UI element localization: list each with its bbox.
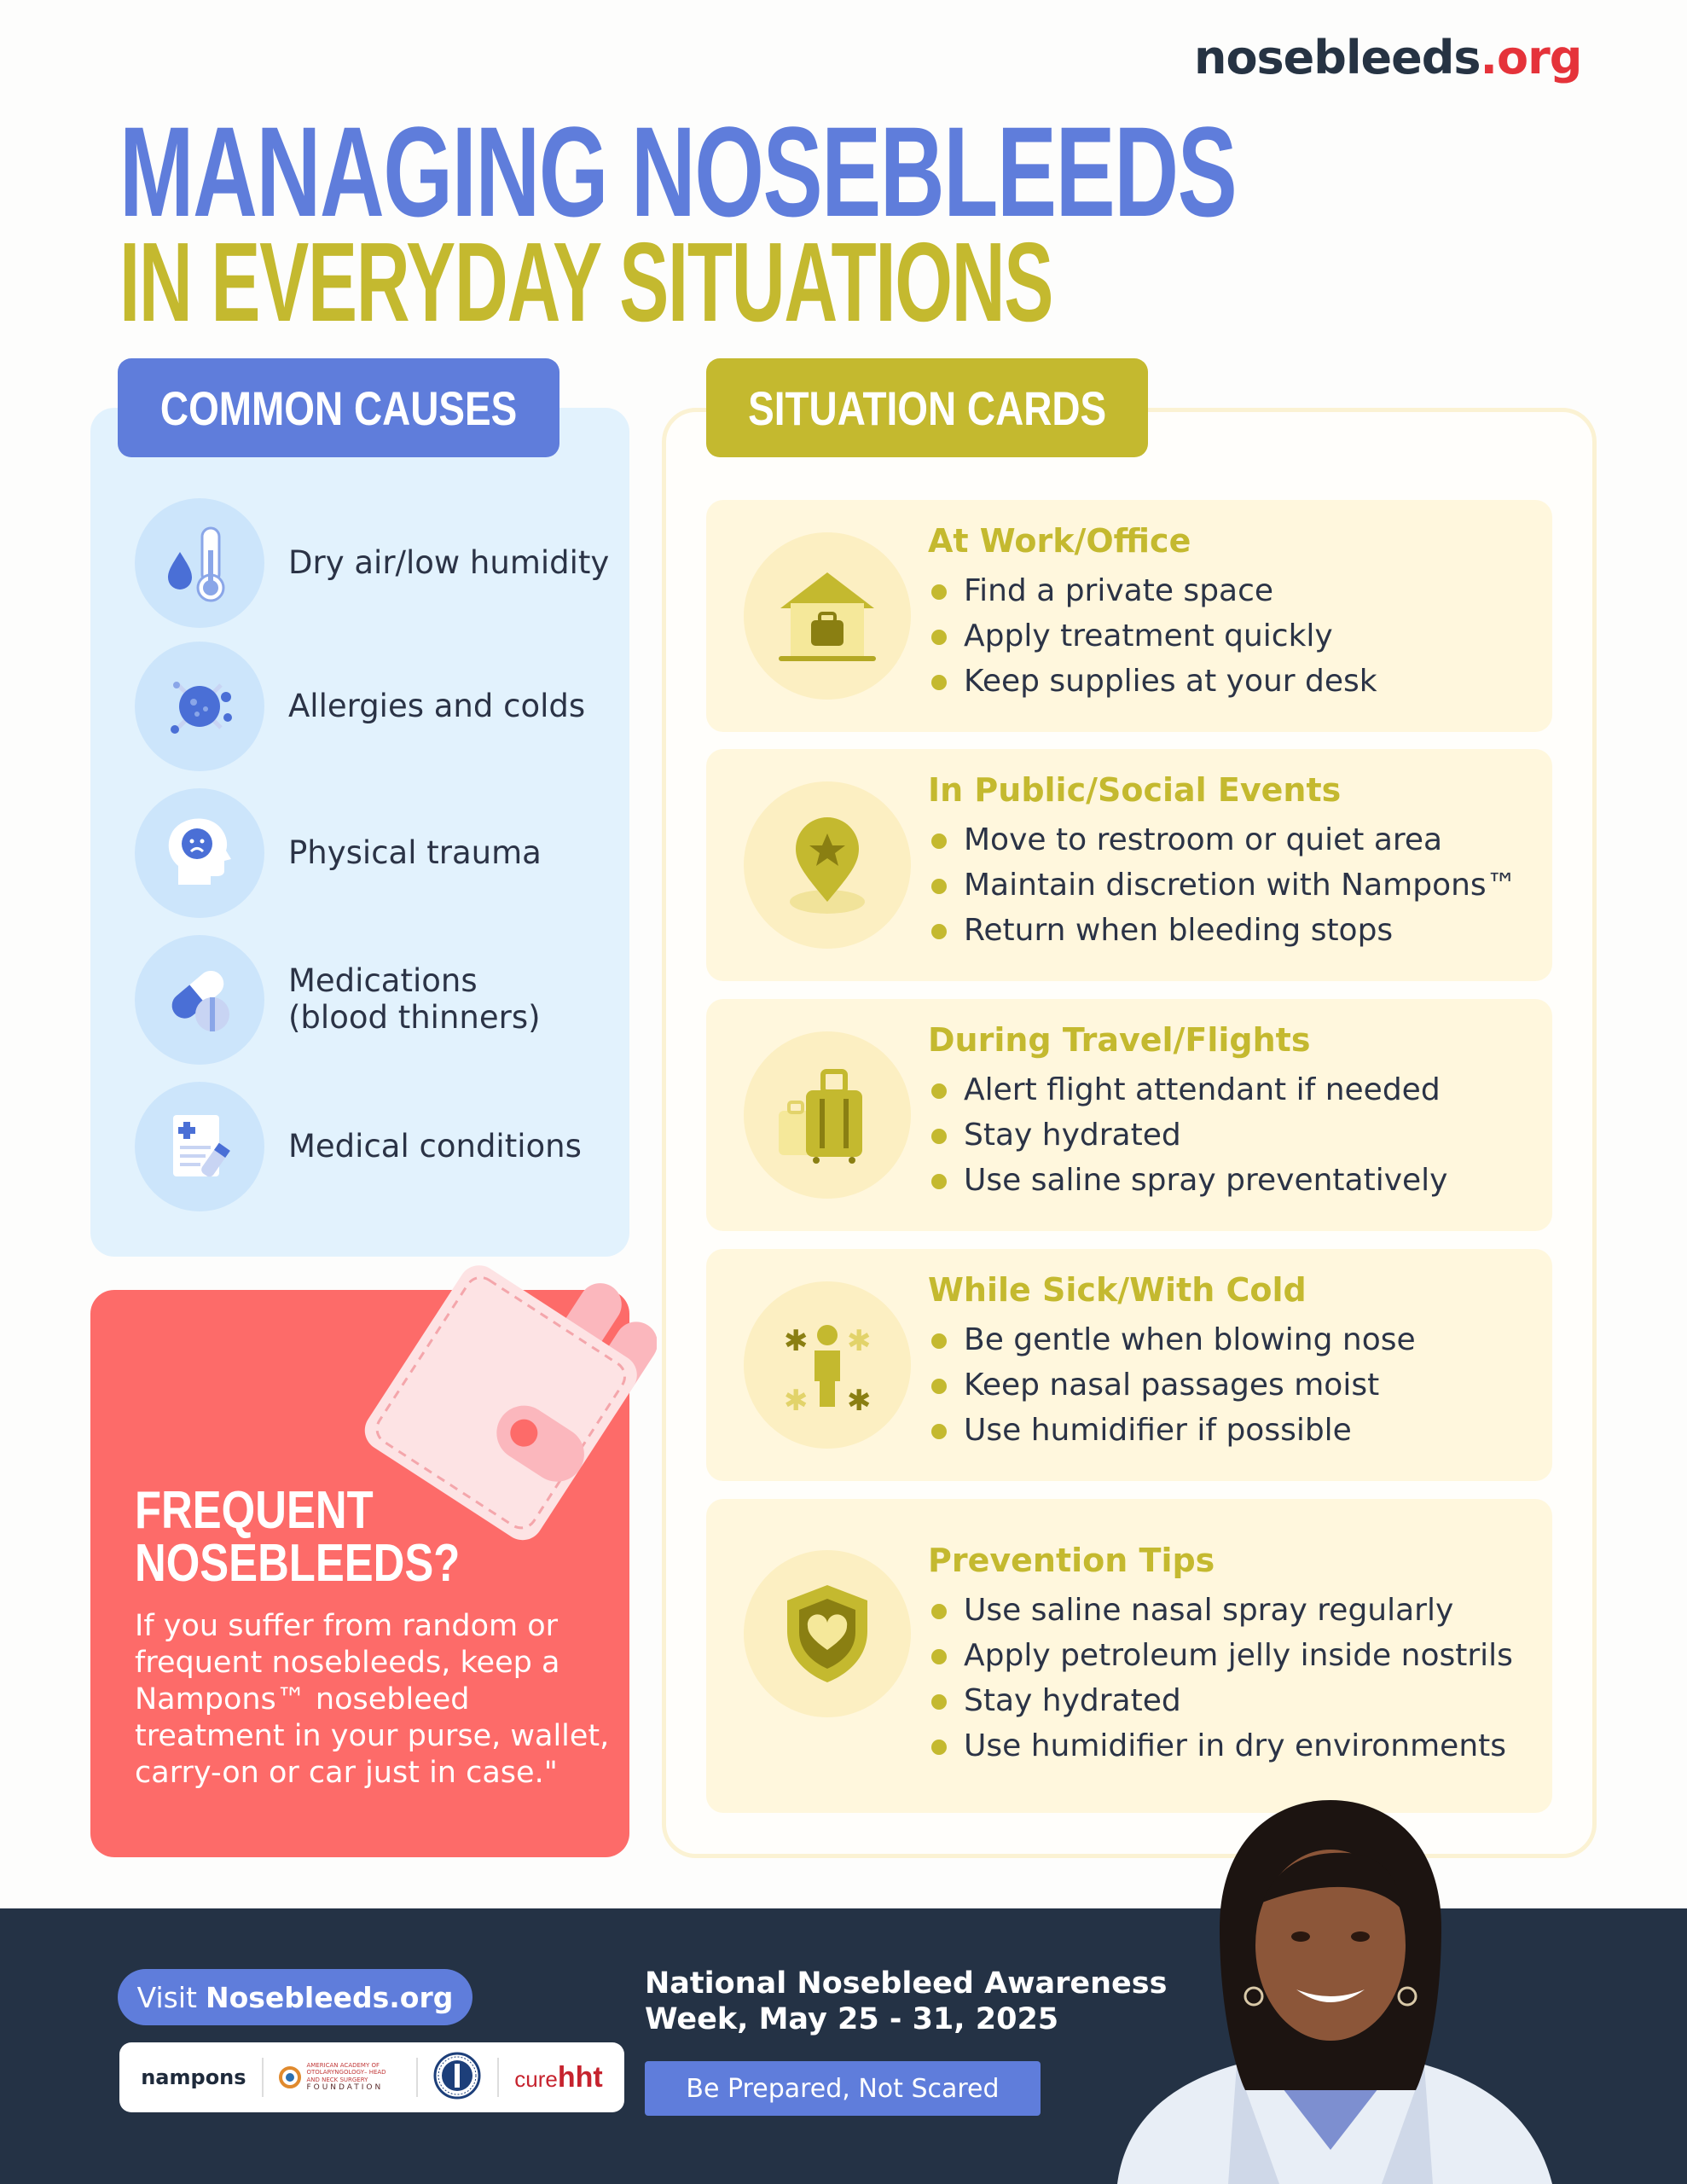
situation-card-sick	[706, 1249, 1552, 1481]
cause-item-conditions	[135, 1082, 582, 1211]
card-tips-list	[928, 1317, 1416, 1453]
head-sad-icon	[135, 788, 264, 918]
cause-label: Medications (blood thinners)	[288, 962, 541, 1036]
curehht-logo[interactable]: curehht	[514, 2060, 603, 2094]
situation-card-travel	[706, 999, 1552, 1231]
card-tip: Use humidifier in dry environments	[928, 1723, 1513, 1769]
pills-icon	[135, 935, 264, 1065]
card-tip: Apply treatment quickly	[928, 613, 1377, 659]
aao-foundation-logo[interactable]: AMERICAN ACADEMY OF OTOLARYNGOLOGY– HEAD AND NECK SURGERY FOUNDATION	[279, 2062, 400, 2093]
svg-text:✱: ✱	[847, 1384, 872, 1418]
shield-heart-icon	[744, 1550, 911, 1717]
doctor-photo	[1092, 1792, 1569, 2184]
card-tip: Use saline spray preventatively	[928, 1158, 1447, 1203]
svg-text:✱: ✱	[847, 1324, 872, 1358]
frequent-nosebleeds-title: FREQUENT NOSEBLEEDS?	[135, 1481, 461, 1593]
frequent-nosebleeds-text: If you suffer from random or frequent nosebleeds, keep a Nampons™ nosebleed treatment in your purse, wallet, carry-on or car just in case."	[135, 1609, 610, 1791]
situation-cards-heading: SITUATION CARDS	[706, 358, 1148, 457]
svg-text:✱: ✱	[784, 1324, 809, 1358]
card-tip: Maintain discretion with Nampons™	[928, 863, 1517, 908]
card-title: While Sick/With Cold	[928, 1271, 1307, 1309]
cause-label: Allergies and colds	[288, 687, 586, 724]
cause-item-medications	[135, 935, 541, 1065]
card-tips-list	[928, 817, 1517, 953]
thermometer-drop-icon	[135, 498, 264, 628]
card-tip: Return when bleeding stops	[928, 908, 1517, 953]
sick-person-icon	[744, 1281, 911, 1449]
card-title: During Travel/Flights	[928, 1021, 1311, 1059]
location-pin-icon	[744, 781, 911, 949]
card-tip: Keep nasal passages moist	[928, 1362, 1416, 1408]
card-tip: Be gentle when blowing nose	[928, 1317, 1416, 1362]
visit-website-button[interactable]: Visit Nosebleeds.org	[118, 1969, 472, 2025]
nampons-logo[interactable]: nampons	[141, 2065, 246, 2089]
divider	[262, 2058, 264, 2097]
cause-item-dry-air	[135, 498, 609, 628]
card-title: Prevention Tips	[928, 1542, 1215, 1579]
svg-text:✱: ✱	[784, 1384, 809, 1418]
cause-label: Physical trauma	[288, 834, 542, 871]
office-building-icon	[744, 532, 911, 700]
card-tip: Apply petroleum jelly inside nostrils	[928, 1633, 1513, 1678]
card-tips-list	[928, 1067, 1447, 1203]
medical-chart-icon	[135, 1082, 264, 1211]
page-subtitle: IN EVERYDAY SITUATIONS	[119, 219, 1053, 345]
card-title: In Public/Social Events	[928, 771, 1342, 809]
brand-logo[interactable]: nosebleeds.org	[1194, 31, 1582, 84]
card-tip: Use humidifier if possible	[928, 1408, 1416, 1453]
card-tip: Stay hydrated	[928, 1678, 1513, 1723]
awareness-week-text: National Nosebleed Awareness Week, May 25 - 31, 2025	[645, 1966, 1168, 2036]
card-tip: Use saline nasal spray regularly	[928, 1588, 1513, 1633]
divider	[497, 2058, 499, 2097]
card-tips-list	[928, 1588, 1513, 1769]
card-tip: Alert flight attendant if needed	[928, 1067, 1447, 1112]
situation-card-public	[706, 749, 1552, 981]
card-tip: Move to restroom or quiet area	[928, 817, 1517, 863]
cause-item-trauma	[135, 788, 542, 918]
card-tips-list	[928, 568, 1377, 704]
card-tip: Keep supplies at your desk	[928, 659, 1377, 704]
brand-tld: .org	[1480, 31, 1582, 84]
be-prepared-button[interactable]: Be Prepared, Not Scared	[645, 2061, 1041, 2116]
card-tip: Find a private space	[928, 568, 1377, 613]
partner-logos-bar	[119, 2042, 624, 2112]
common-causes-heading: COMMON CAUSES	[118, 358, 559, 457]
cause-item-allergies	[135, 642, 585, 771]
luggage-icon	[744, 1031, 911, 1199]
card-title: At Work/Office	[928, 522, 1191, 560]
medical-seal-icon[interactable]	[433, 2052, 481, 2103]
divider	[416, 2058, 418, 2097]
situation-card-work	[706, 500, 1552, 732]
card-tip: Stay hydrated	[928, 1112, 1447, 1158]
virus-icon	[135, 642, 264, 771]
page-title: MANAGING NOSEBLEEDS	[119, 100, 1237, 243]
situation-card-prevention	[706, 1499, 1552, 1813]
cause-label: Dry air/low humidity	[288, 543, 610, 581]
cause-label: Medical conditions	[288, 1127, 582, 1165]
